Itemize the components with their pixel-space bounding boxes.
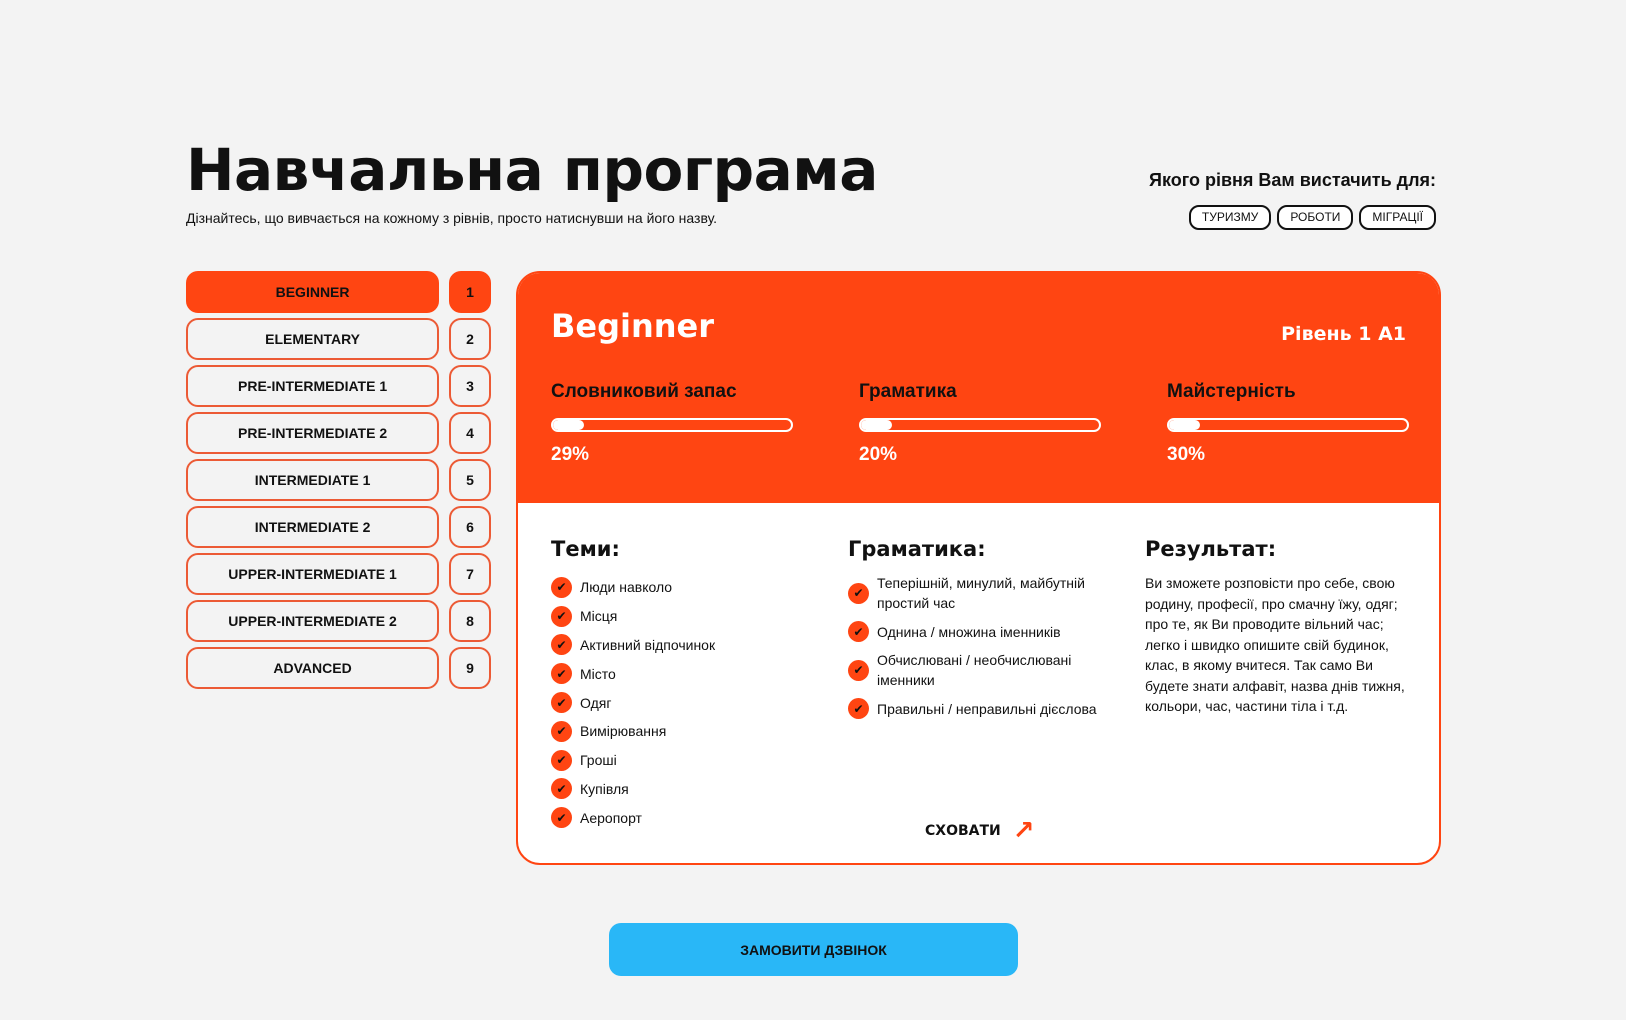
topic-item-text: Одяг (580, 694, 612, 711)
check-icon: ✔ (848, 583, 869, 604)
card-title: Beginner (551, 307, 715, 345)
level-number-4[interactable]: 4 (449, 412, 491, 454)
meter-grammar (859, 381, 1101, 466)
progress-track (1167, 418, 1409, 432)
topic-item (551, 602, 715, 631)
topic-item (551, 659, 715, 688)
meter-value: 20% (859, 444, 898, 465)
level-button-elementary[interactable]: ELEMENTARY (186, 318, 439, 360)
topic-item (551, 775, 715, 804)
grammar-item-text: Однина / множина іменників (877, 623, 1061, 640)
topic-item-text: Місця (580, 608, 618, 625)
level-row-pre-intermediate-1 (186, 365, 491, 407)
level-row-advanced (186, 647, 491, 689)
meter-label: Майстерність (1167, 381, 1296, 402)
level-number-3[interactable]: 3 (449, 365, 491, 407)
topic-item-text: Гроші (580, 752, 617, 769)
grammar-item-text: Обчислювані / необчислювані іменники (877, 652, 1072, 688)
level-button-intermediate-1[interactable]: INTERMEDIATE 1 (186, 459, 439, 501)
topics-title: Теми: (551, 537, 620, 561)
level-row-pre-intermediate-2 (186, 412, 491, 454)
level-number-1[interactable]: 1 (449, 271, 491, 313)
meter-mastery (1167, 381, 1409, 466)
hide-label: СХОВАТИ (925, 823, 1001, 839)
grammar-column (848, 537, 1098, 727)
result-text: Ви зможете розповісти про себе, свою родину, професії, про смачну їжу, одяг; про те, як Ви проводите вільний час; легко і швидко опишите свій будинок, клас, в якому вчитеся. Так само Ви будете знати алфавіт, назва днів тижня, кольори, час, частини тіла і т.д. (1145, 575, 1405, 714)
page-title: Навчальна програма (186, 136, 878, 204)
level-button-advanced[interactable]: ADVANCED (186, 647, 439, 689)
grammar-item-text: Правильні / неправильні дієслова (877, 700, 1097, 717)
card-body (518, 503, 1439, 865)
check-icon: ✔ (848, 621, 869, 642)
level-number-8[interactable]: 8 (449, 600, 491, 642)
hide-button[interactable] (925, 816, 1035, 846)
topic-item (551, 631, 715, 660)
card-header (518, 273, 1439, 503)
tag-tourism[interactable]: ТУРИЗМУ (1189, 205, 1271, 230)
topic-item (551, 717, 715, 746)
topic-item (551, 746, 715, 775)
progress-track (859, 418, 1101, 432)
meter-vocabulary (551, 381, 793, 466)
topics-list (551, 573, 715, 832)
grammar-item (848, 650, 1098, 690)
check-icon: ✔ (551, 778, 572, 799)
grammar-item (848, 573, 1098, 613)
level-detail-card (516, 271, 1441, 865)
level-row-intermediate-2 (186, 506, 491, 548)
level-row-elementary (186, 318, 491, 360)
meter-label: Граматика (859, 381, 957, 402)
meter-value: 30% (1167, 444, 1206, 465)
level-list (186, 271, 491, 694)
level-button-upper-intermediate-2[interactable]: UPPER-INTERMEDIATE 2 (186, 600, 439, 642)
check-icon: ✔ (551, 577, 572, 598)
progress-fill (861, 420, 892, 430)
grammar-list (848, 573, 1098, 719)
page-subtitle: Дізнайтесь, що вивчається на кожному з рівнів, просто натиснувши на його назву. (186, 210, 718, 226)
check-icon: ✔ (848, 660, 869, 681)
check-icon: ✔ (551, 807, 572, 828)
audience-tags (1189, 205, 1436, 230)
topic-item (551, 573, 715, 602)
card-level: Рівень 1 А1 (1281, 323, 1406, 345)
level-row-upper-intermediate-1 (186, 553, 491, 595)
check-icon: ✔ (551, 606, 572, 627)
grammar-item (848, 698, 1098, 719)
topic-item-text: Купівля (580, 780, 629, 797)
level-number-6[interactable]: 6 (449, 506, 491, 548)
order-call-button[interactable]: ЗАМОВИТИ ДЗВІНОК (609, 923, 1018, 976)
topics-column (551, 537, 715, 832)
topic-item-text: Місто (580, 665, 616, 682)
progress-fill (1169, 420, 1200, 430)
topic-item-text: Аеропорт (580, 809, 642, 826)
meter-label: Словниковий запас (551, 381, 737, 402)
level-number-7[interactable]: 7 (449, 553, 491, 595)
level-button-beginner[interactable]: BEGINNER (186, 271, 439, 313)
level-number-2[interactable]: 2 (449, 318, 491, 360)
level-button-intermediate-2[interactable]: INTERMEDIATE 2 (186, 506, 439, 548)
arrow-up-right-icon: ↗ (1012, 816, 1035, 846)
grammar-item-text: Теперішній, минулий, майбутній простий час (877, 575, 1085, 611)
level-row-upper-intermediate-2 (186, 600, 491, 642)
progress-fill (553, 420, 584, 430)
level-row-intermediate-1 (186, 459, 491, 501)
result-title: Результат: (1145, 537, 1277, 561)
topic-item (551, 688, 715, 717)
tag-migration[interactable]: МІГРАЦІЇ (1359, 205, 1436, 230)
level-button-pre-intermediate-1[interactable]: PRE-INTERMEDIATE 1 (186, 365, 439, 407)
tag-work[interactable]: РОБОТИ (1277, 205, 1353, 230)
check-icon: ✔ (551, 634, 572, 655)
level-button-pre-intermediate-2[interactable]: PRE-INTERMEDIATE 2 (186, 412, 439, 454)
check-icon: ✔ (551, 750, 572, 771)
check-icon: ✔ (551, 692, 572, 713)
check-icon: ✔ (551, 663, 572, 684)
topic-item-text: Вимірювання (580, 723, 667, 740)
topic-item-text: Люди навколо (580, 579, 673, 596)
result-column (1145, 537, 1407, 717)
grammar-item (848, 621, 1098, 642)
topic-item-text: Активний відпочинок (580, 636, 716, 653)
level-row-beginner (186, 271, 491, 313)
check-icon: ✔ (551, 721, 572, 742)
grammar-title: Граматика: (848, 537, 986, 561)
check-icon: ✔ (848, 698, 869, 719)
audience-title: Якого рівня Вам вистачить для: (1149, 170, 1436, 190)
progress-track (551, 418, 793, 432)
meter-value: 29% (551, 444, 590, 465)
level-button-upper-intermediate-1[interactable]: UPPER-INTERMEDIATE 1 (186, 553, 439, 595)
topic-item (551, 803, 715, 832)
level-number-9[interactable]: 9 (449, 647, 491, 689)
level-number-5[interactable]: 5 (449, 459, 491, 501)
